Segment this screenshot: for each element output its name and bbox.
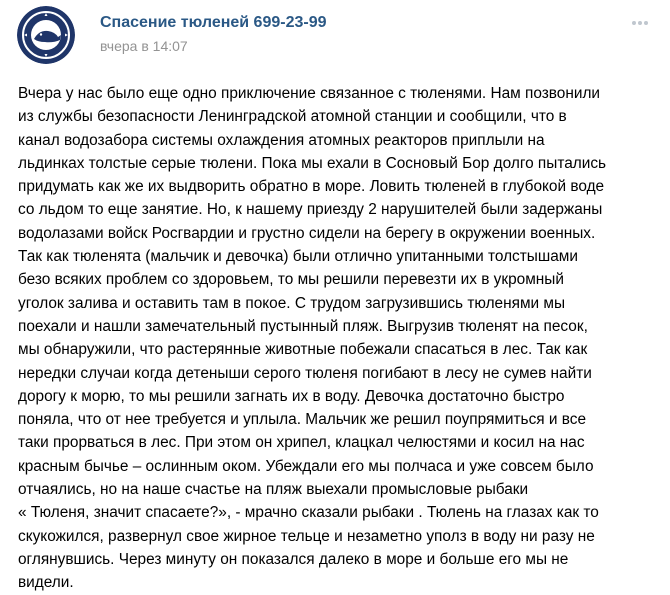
seal-rescue-logo-icon [17,6,75,64]
post-header [17,6,657,68]
post-text-line: Вчера у нас было еще одно приключение связанное с тюленями. Нам позвонили [18,85,601,102]
post-text-line: со льдом то еще занятие. Но, к нашему приезду 2 нарушителей были задержаны [18,201,603,219]
post-text [18,82,658,595]
post-text-line: льдинках толстые серые тюлени. Пока мы ехали в Сосновый Бор долго пытались [18,154,607,172]
post-text-line: поняла, что от нее требуется и уплыла. Мальчик же решил поупрямиться и все [18,411,587,429]
post-text-line: уголок залива и оставить там в покое. С трудом загрузившись тюленями мы [18,294,566,312]
post-text-line: водолазами войск Росгвардии и грустно сидели на берегу в окружении военных. [18,224,596,242]
post-date[interactable]: вчера в 14:07 [100,38,188,54]
post-text-line: скукожился, развернул свое жирное тельце и незаметно уполз в воду ни разу не [18,527,595,545]
ellipsis-icon [631,16,649,30]
post-text-line: придумать как же их выдворить обратно в море. Ловить тюленей в глубокой воде [18,178,605,196]
post-text-line: Так как тюленята (мальчик и девочка) были отлично упитанными толстышами [18,248,578,266]
post-text-line: оглянувшись. Через минуту он показался далеко в море и больше его мы не [18,550,569,568]
post-text-line: поехали и нашли замечательный пустынный пляж. Выгрузив тюленят на песок, [18,317,588,335]
post-text-line: мы обнаружили, что растерянные животные побежали спасаться в лес. Так как [18,341,588,359]
post-text-line: « Тюленя, значит спасаете?», - мрачно сказали рыбаки . Тюлень на глазах как то [18,504,599,522]
post-text-line: красным бычье – ослинным оком. Убеждали его мы полчаса и уже совсем было [18,457,594,475]
post-text-line: нередки случаи когда детеныши серого тюленя погибают в лесу не сумев найти [18,364,592,382]
post-text-line: канал водозабора системы охлаждения атомных реакторов приплыли на [18,131,545,149]
post-text-line: отчаялись, но на наше счастье на пляж выехали промысловые рыбаки [18,481,529,499]
author-name-link[interactable]: Спасение тюленей 699-23-99 [100,14,327,31]
post-text-line: из службы безопасности Ленинградской атомной станции и сообщили, что в [18,108,567,126]
post-text-line: безо всяких проблем со здоровьем, то мы решили перевезти их в укромный [18,271,564,289]
post-text-line: видели. [18,574,74,592]
post-text-line: таки прорваться в лес. При этом он хрипел, клацкал челюстями и косил на нас [18,434,585,452]
avatar[interactable] [17,6,75,64]
post-text-line: дорогу к морю, то мы решили загнать их в воду. Девочка достаточно быстро [18,387,565,405]
more-options-button[interactable] [631,16,649,30]
